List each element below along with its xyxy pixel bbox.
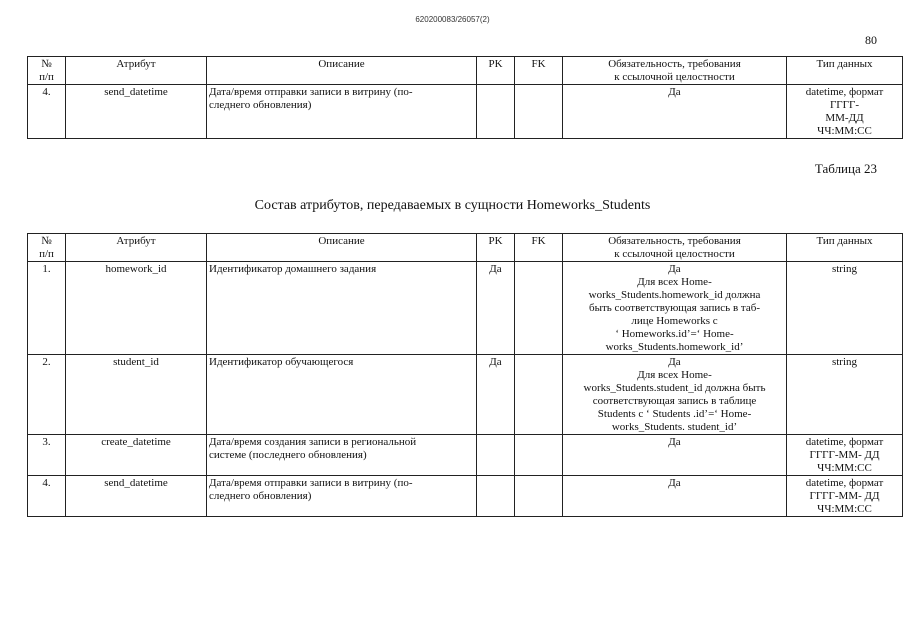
- table-row: [28, 435, 903, 476]
- page-number: 80: [865, 33, 877, 47]
- table-row: [28, 476, 903, 517]
- cell-number: 2.: [28, 355, 66, 435]
- cell-description: Идентификатор обучающегося: [207, 355, 477, 435]
- col-header-data-type: Тип данных: [787, 234, 903, 262]
- cell-description: Дата/время создания записи в региональной системе (последнего обновления): [207, 435, 477, 476]
- col-header-number: № п/п: [28, 57, 66, 85]
- cell-description: Дата/время отправки записи в витрину (по- следнего обновления): [207, 85, 477, 139]
- cell-attribute: send_datetime: [66, 476, 207, 517]
- attributes-table-continued: [27, 56, 903, 139]
- col-header-attribute: Атрибут: [66, 57, 207, 85]
- cell-data-type: string: [787, 262, 903, 355]
- table-caption: Таблица 23: [814, 161, 877, 176]
- cell-attribute: homework_id: [66, 262, 207, 355]
- cell-fk: [515, 85, 563, 139]
- table-row: [28, 262, 903, 355]
- col-header-description: Описание: [207, 234, 477, 262]
- cell-fk: [515, 355, 563, 435]
- col-header-data-type: Тип данных: [787, 57, 903, 85]
- cell-pk: Да: [477, 355, 515, 435]
- col-header-description: Описание: [207, 57, 477, 85]
- col-header-fk: FK: [515, 234, 563, 262]
- cell-pk: [477, 476, 515, 517]
- cell-fk: [515, 476, 563, 517]
- cell-fk: [515, 435, 563, 476]
- cell-requirements: Да: [563, 435, 787, 476]
- table-row: [28, 85, 903, 139]
- cell-data-type: datetime, формат ГГГГ-ММ- ДД ЧЧ:ММ:СС: [787, 435, 903, 476]
- table-header-row: [28, 57, 903, 85]
- cell-pk: [477, 435, 515, 476]
- cell-number: 4.: [28, 476, 66, 517]
- cell-attribute: create_datetime: [66, 435, 207, 476]
- col-header-pk: PK: [477, 57, 515, 85]
- table-row: [28, 355, 903, 435]
- cell-data-type: string: [787, 355, 903, 435]
- cell-number: 4.: [28, 85, 66, 139]
- cell-fk: [515, 262, 563, 355]
- cell-requirements: Да: [563, 476, 787, 517]
- cell-description: Идентификатор домашнего задания: [207, 262, 477, 355]
- attributes-table: [27, 233, 903, 517]
- cell-requirements: Да Для всех Home- works_Students.homework_id должна быть соответствующая запись в таб- лице Homeworks с ‘ Homeworks.id’=‘ Home- works_Students.homework_id’: [563, 262, 787, 355]
- cell-data-type: datetime, формат ГГГГ-ММ- ДД ЧЧ:ММ:СС: [787, 476, 903, 517]
- cell-description: Дата/время отправки записи в витрину (по- следнего обновления): [207, 476, 477, 517]
- col-header-fk: FK: [515, 57, 563, 85]
- cell-attribute: send_datetime: [66, 85, 207, 139]
- col-header-pk: PK: [477, 234, 515, 262]
- col-header-number: № п/п: [28, 234, 66, 262]
- cell-pk: Да: [477, 262, 515, 355]
- cell-number: 1.: [28, 262, 66, 355]
- table-title: Состав атрибутов, передаваемых в сущности Homeworks_Students: [254, 198, 651, 213]
- col-header-requirements: Обязательность, требования к ссылочной целостности: [563, 57, 787, 85]
- cell-pk: [477, 85, 515, 139]
- cell-attribute: student_id: [66, 355, 207, 435]
- cell-data-type: datetime, формат ГГГГ- ММ-ДД ЧЧ:ММ:СС: [787, 85, 903, 139]
- cell-requirements: Да Для всех Home- works_Students.student_id должна быть соответствующая запись в таблице Students с ‘ Students .id’=‘ Home- works_Students. student_id’: [563, 355, 787, 435]
- document-stamp: 620200083/26057(2): [415, 15, 490, 24]
- table-header-row: [28, 234, 903, 262]
- cell-number: 3.: [28, 435, 66, 476]
- col-header-requirements: Обязательность, требования к ссылочной целостности: [563, 234, 787, 262]
- col-header-attribute: Атрибут: [66, 234, 207, 262]
- cell-requirements: Да: [563, 85, 787, 139]
